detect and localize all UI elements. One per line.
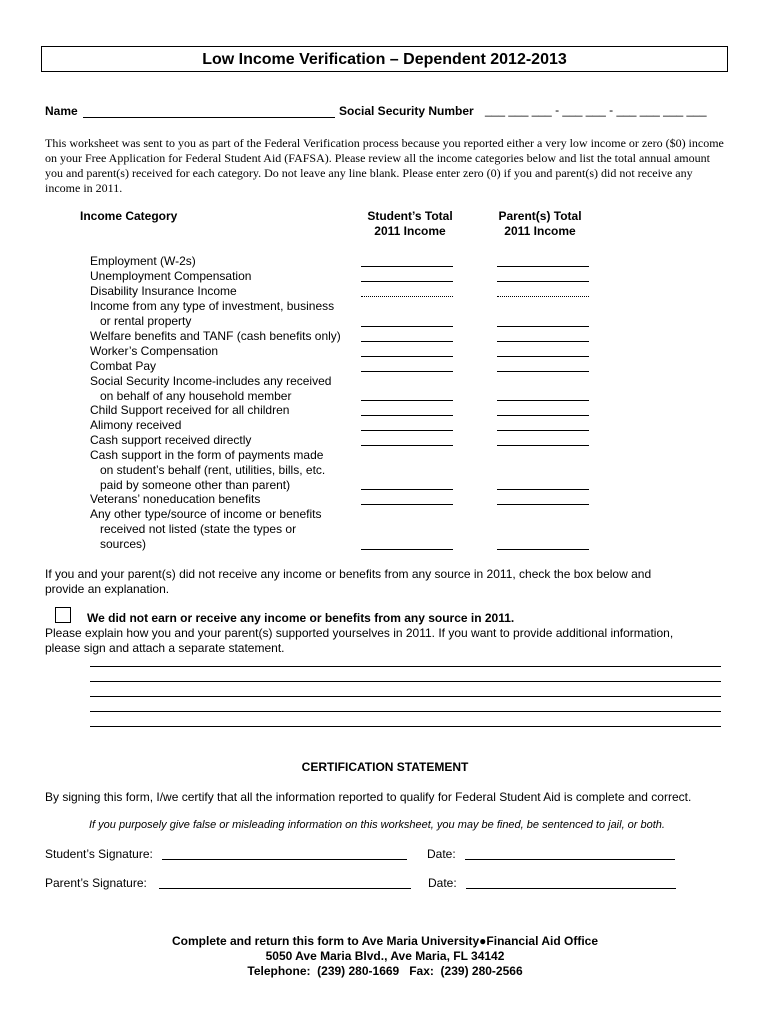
explanation-line[interactable] xyxy=(90,681,721,682)
income-row-unemployment: Unemployment Compensation xyxy=(90,269,252,283)
student-amount-field[interactable] xyxy=(361,281,453,282)
income-row-disability: Disability Insurance Income xyxy=(90,284,237,298)
income-row-welfare: Welfare benefits and TANF (cash benefits only) xyxy=(90,329,341,343)
income-row-investment: Income from any type of investment, business xyxy=(90,299,335,313)
income-row-cash-direct: Cash support received directly xyxy=(90,433,252,447)
income-row-other-cont2: sources) xyxy=(90,537,147,551)
explanation-line[interactable] xyxy=(90,666,721,667)
parent-amount-field[interactable] xyxy=(497,400,589,401)
certification-warning: If you purposely give false or misleading information on this worksheet, you may be fined, be sentenced to jail, or both. xyxy=(89,819,665,831)
parent-amount-field[interactable] xyxy=(497,549,589,550)
parent-amount-field[interactable] xyxy=(497,296,589,297)
parent-signature-label: Parent’s Signature: xyxy=(45,876,147,890)
income-row-alimony: Alimony received xyxy=(90,418,182,432)
ssn-label: Social Security Number xyxy=(339,104,474,118)
student-amount-field[interactable] xyxy=(361,400,453,401)
explanation-line[interactable] xyxy=(90,696,721,697)
explain-instruction-2: please sign and attach a separate statement. xyxy=(45,641,285,655)
parent-amount-field[interactable] xyxy=(497,504,589,505)
no-income-instruction-2: provide an explanation. xyxy=(45,582,170,596)
col-header-parent-2: 2011 Income xyxy=(504,224,576,238)
student-amount-field[interactable] xyxy=(361,266,453,267)
col-header-student-1: Student’s Total xyxy=(367,209,453,223)
parent-amount-field[interactable] xyxy=(497,266,589,267)
student-signature-field[interactable] xyxy=(162,859,407,860)
footer-line-2: 5050 Ave Maria Blvd., Ave Maria, FL 34142 xyxy=(265,949,505,963)
no-income-checkbox-label: We did not earn or receive any income or benefits from any source in 2011. xyxy=(87,611,515,625)
parent-amount-field[interactable] xyxy=(497,341,589,342)
footer-line-3: Telephone: (239) 280-1669 Fax: (239) 280-2566 xyxy=(247,964,523,978)
form-title: Low Income Verification – Dependent 2012-2013 xyxy=(41,46,728,72)
student-amount-field[interactable] xyxy=(361,489,453,490)
parent-amount-field[interactable] xyxy=(497,489,589,490)
certification-heading: CERTIFICATION STATEMENT xyxy=(301,760,469,774)
col-header-category: Income Category xyxy=(80,209,178,223)
explanation-line[interactable] xyxy=(90,711,721,712)
parent-date-label: Date: xyxy=(428,876,457,890)
parent-amount-field[interactable] xyxy=(497,356,589,357)
income-row-cash-payments: Cash support in the form of payments made xyxy=(90,448,324,462)
income-row-veterans: Veterans’ noneducation benefits xyxy=(90,492,261,506)
parent-amount-field[interactable] xyxy=(497,326,589,327)
student-amount-field[interactable] xyxy=(361,504,453,505)
student-amount-field[interactable] xyxy=(361,549,453,550)
income-row-other-cont1: received not listed (state the types or xyxy=(90,522,297,536)
student-amount-field[interactable] xyxy=(361,445,453,446)
ssn-field[interactable]: ___ ___ ___ - ___ ___ - ___ ___ ___ ___ xyxy=(485,103,707,117)
income-row-other: Any other type/source of income or benefits xyxy=(90,507,322,521)
student-amount-field[interactable] xyxy=(361,296,453,297)
parent-date-field[interactable] xyxy=(466,888,676,889)
certification-statement: By signing this form, I/we certify that all the information reported to qualify for Federal Student Aid is complete and correct. xyxy=(45,790,692,804)
name-field[interactable] xyxy=(83,117,335,118)
parent-signature-field[interactable] xyxy=(159,888,411,889)
no-income-instruction-1: If you and your parent(s) did not receive any income or benefits from any source in 2011, check the box below and xyxy=(45,567,652,581)
name-label: Name xyxy=(45,104,78,118)
student-amount-field[interactable] xyxy=(361,415,453,416)
student-amount-field[interactable] xyxy=(361,430,453,431)
parent-amount-field[interactable] xyxy=(497,371,589,372)
income-row-social-security: Social Security Income-includes any received xyxy=(90,374,332,388)
student-amount-field[interactable] xyxy=(361,341,453,342)
student-date-field[interactable] xyxy=(465,859,675,860)
no-income-checkbox[interactable] xyxy=(55,607,71,623)
student-amount-field[interactable] xyxy=(361,371,453,372)
intro-paragraph: This worksheet was sent to you as part of the Federal Verification process because you reported either a very low income or zero ($0) income on your Free Application for Federal Student Aid (FAFSA). Please review all the income categories below and list the total annual amount you and parent(s) received for each category. Do not leave any line blank. Please enter zero (0) if you and parent(s) did not receive any income in 2011. xyxy=(45,136,724,195)
income-row-workers-comp: Worker’s Compensation xyxy=(90,344,219,358)
student-amount-field[interactable] xyxy=(361,356,453,357)
footer-line-1: Complete and return this form to Ave Maria University●Financial Aid Office xyxy=(172,934,598,948)
income-row-child-support: Child Support received for all children xyxy=(90,403,290,417)
student-amount-field[interactable] xyxy=(361,326,453,327)
explain-instruction-1: Please explain how you and your parent(s) supported yourselves in 2011. If you want to provide additional information, xyxy=(45,626,674,640)
explanation-line[interactable] xyxy=(90,726,721,727)
income-row-combat-pay: Combat Pay xyxy=(90,359,157,373)
parent-amount-field[interactable] xyxy=(497,430,589,431)
col-header-student-2: 2011 Income xyxy=(374,224,446,238)
income-row-cash-payments-cont1: on student’s behalf (rent, utilities, bills, etc. xyxy=(90,463,326,477)
income-row-employment: Employment (W-2s) xyxy=(90,254,196,268)
student-signature-label: Student’s Signature: xyxy=(45,847,153,861)
parent-amount-field[interactable] xyxy=(497,415,589,416)
col-header-parent-1: Parent(s) Total xyxy=(498,209,582,223)
income-row-investment-cont: or rental property xyxy=(90,314,192,328)
parent-amount-field[interactable] xyxy=(497,445,589,446)
parent-amount-field[interactable] xyxy=(497,281,589,282)
income-row-social-security-cont: on behalf of any household member xyxy=(90,389,292,403)
income-row-cash-payments-cont2: paid by someone other than parent) xyxy=(90,478,291,492)
student-date-label: Date: xyxy=(427,847,456,861)
